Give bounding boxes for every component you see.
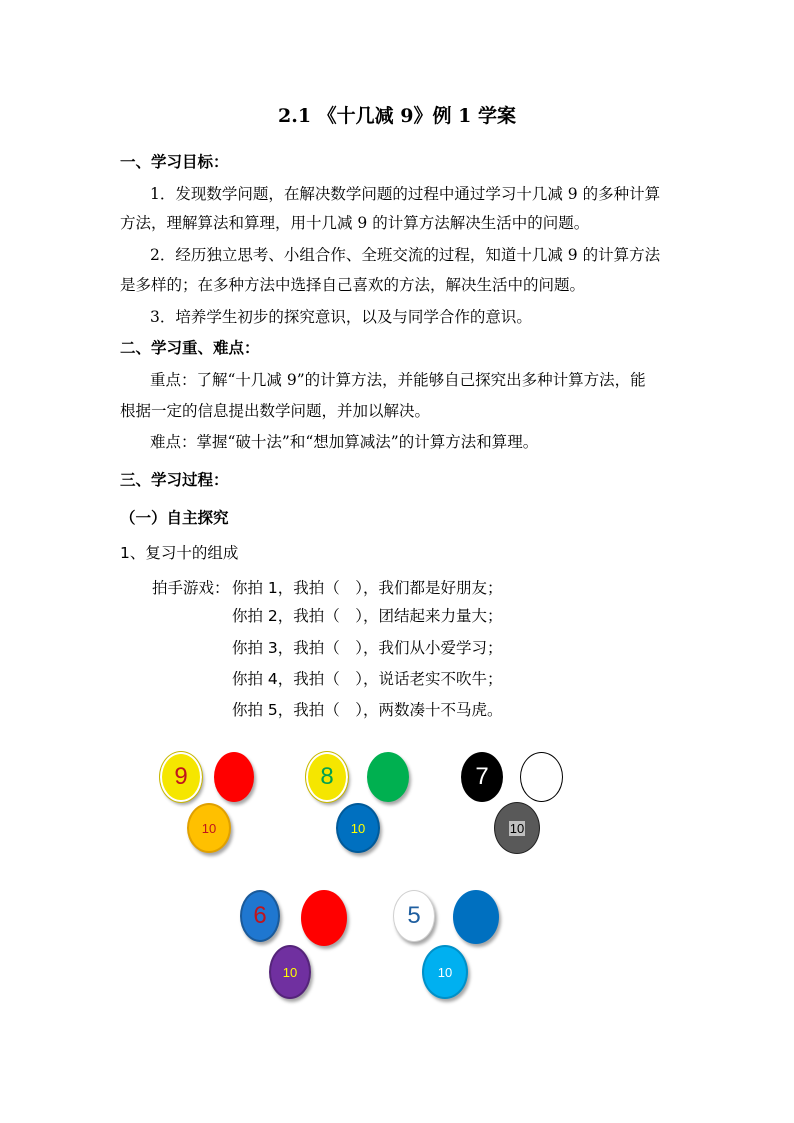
clap-line-3: 你拍 3，我拍（ ），我们从小爱学习； (232, 639, 503, 657)
disc-total-1 (187, 803, 231, 853)
disc-total-5-value: 10 (437, 964, 453, 980)
goal-1-line-2: 方法，理解算法和算理，用十几减 9 的计算方法解决生活中的问题。 (120, 214, 590, 232)
clap-line-2: 你拍 2，我拍（ ），团结起来力量大； (232, 607, 503, 625)
disc-known-5-value: 5 (407, 902, 421, 929)
review-item: 1、复习十的组成 (120, 544, 239, 562)
disc-blank-5 (453, 890, 499, 944)
disc-known-7 (461, 752, 503, 802)
disc-blank-2 (367, 752, 409, 802)
disc-known-5 (393, 890, 435, 942)
clap-game-label: 拍手游戏： (152, 579, 230, 597)
key-heading: 二、学习重、难点： (120, 339, 260, 357)
disc-known-9-value: 9 (174, 763, 188, 790)
disc-total-4-value: 10 (282, 964, 298, 980)
goal-2-line-2: 是多样的；在多种方法中选择自己喜欢的方法，解决生活中的问题。 (120, 276, 586, 294)
goal-1-line-1: 1．发现数学问题，在解决数学问题的过程中通过学习十几减 9 的多种计算 (150, 185, 661, 203)
goal-2-line-1: 2．经历独立思考、小组合作、全班交流的过程，知道十几减 9 的计算方法 (150, 246, 661, 264)
disc-known-9 (160, 752, 202, 802)
goal-3: 3．培养学生初步的探究意识，以及与同学合作的意识。 (150, 308, 532, 326)
disc-total-3 (494, 802, 540, 854)
process-heading: 三、学习过程： (120, 471, 229, 489)
disc-known-8 (306, 752, 348, 802)
disc-known-7-value: 7 (475, 763, 489, 790)
clap-line-1: 你拍 1，我拍（ ），我们都是好朋友； (232, 579, 503, 597)
disc-blank-1 (214, 752, 254, 802)
disc-known-6-value: 6 (253, 902, 267, 929)
key-point-line-1: 重点：了解“十几减 9”的计算方法，并能够自己探究出多种计算方法，能 (150, 371, 646, 389)
document-title: 2.1 《十几减 9》例 1 学案 (278, 105, 516, 127)
disc-total-2-value: 10 (350, 820, 366, 836)
key-point-line-2: 根据一定的信息提出数学问题，并加以解决。 (120, 402, 431, 420)
disc-known-8-value: 8 (320, 763, 334, 790)
disc-total-5 (422, 945, 468, 999)
disc-total-3-value: 10 (509, 820, 525, 836)
clap-line-5: 你拍 5，我拍（ ），两数凑十不马虎。 (232, 701, 503, 719)
disc-blank-4 (301, 890, 347, 946)
disc-blank-3 (520, 752, 563, 802)
clap-line-4: 你拍 4，我拍（ ），说话老实不吹牛； (232, 670, 503, 688)
self-explore-heading: （一）自主探究 (120, 509, 229, 527)
difficulty-point: 难点：掌握“破十法”和“想加算减法”的计算方法和算理。 (150, 433, 539, 451)
disc-known-6 (240, 890, 280, 942)
disc-total-4 (269, 945, 311, 999)
goals-heading: 一、学习目标： (120, 153, 229, 171)
disc-total-1-value: 10 (201, 820, 217, 836)
disc-total-2 (336, 803, 380, 853)
